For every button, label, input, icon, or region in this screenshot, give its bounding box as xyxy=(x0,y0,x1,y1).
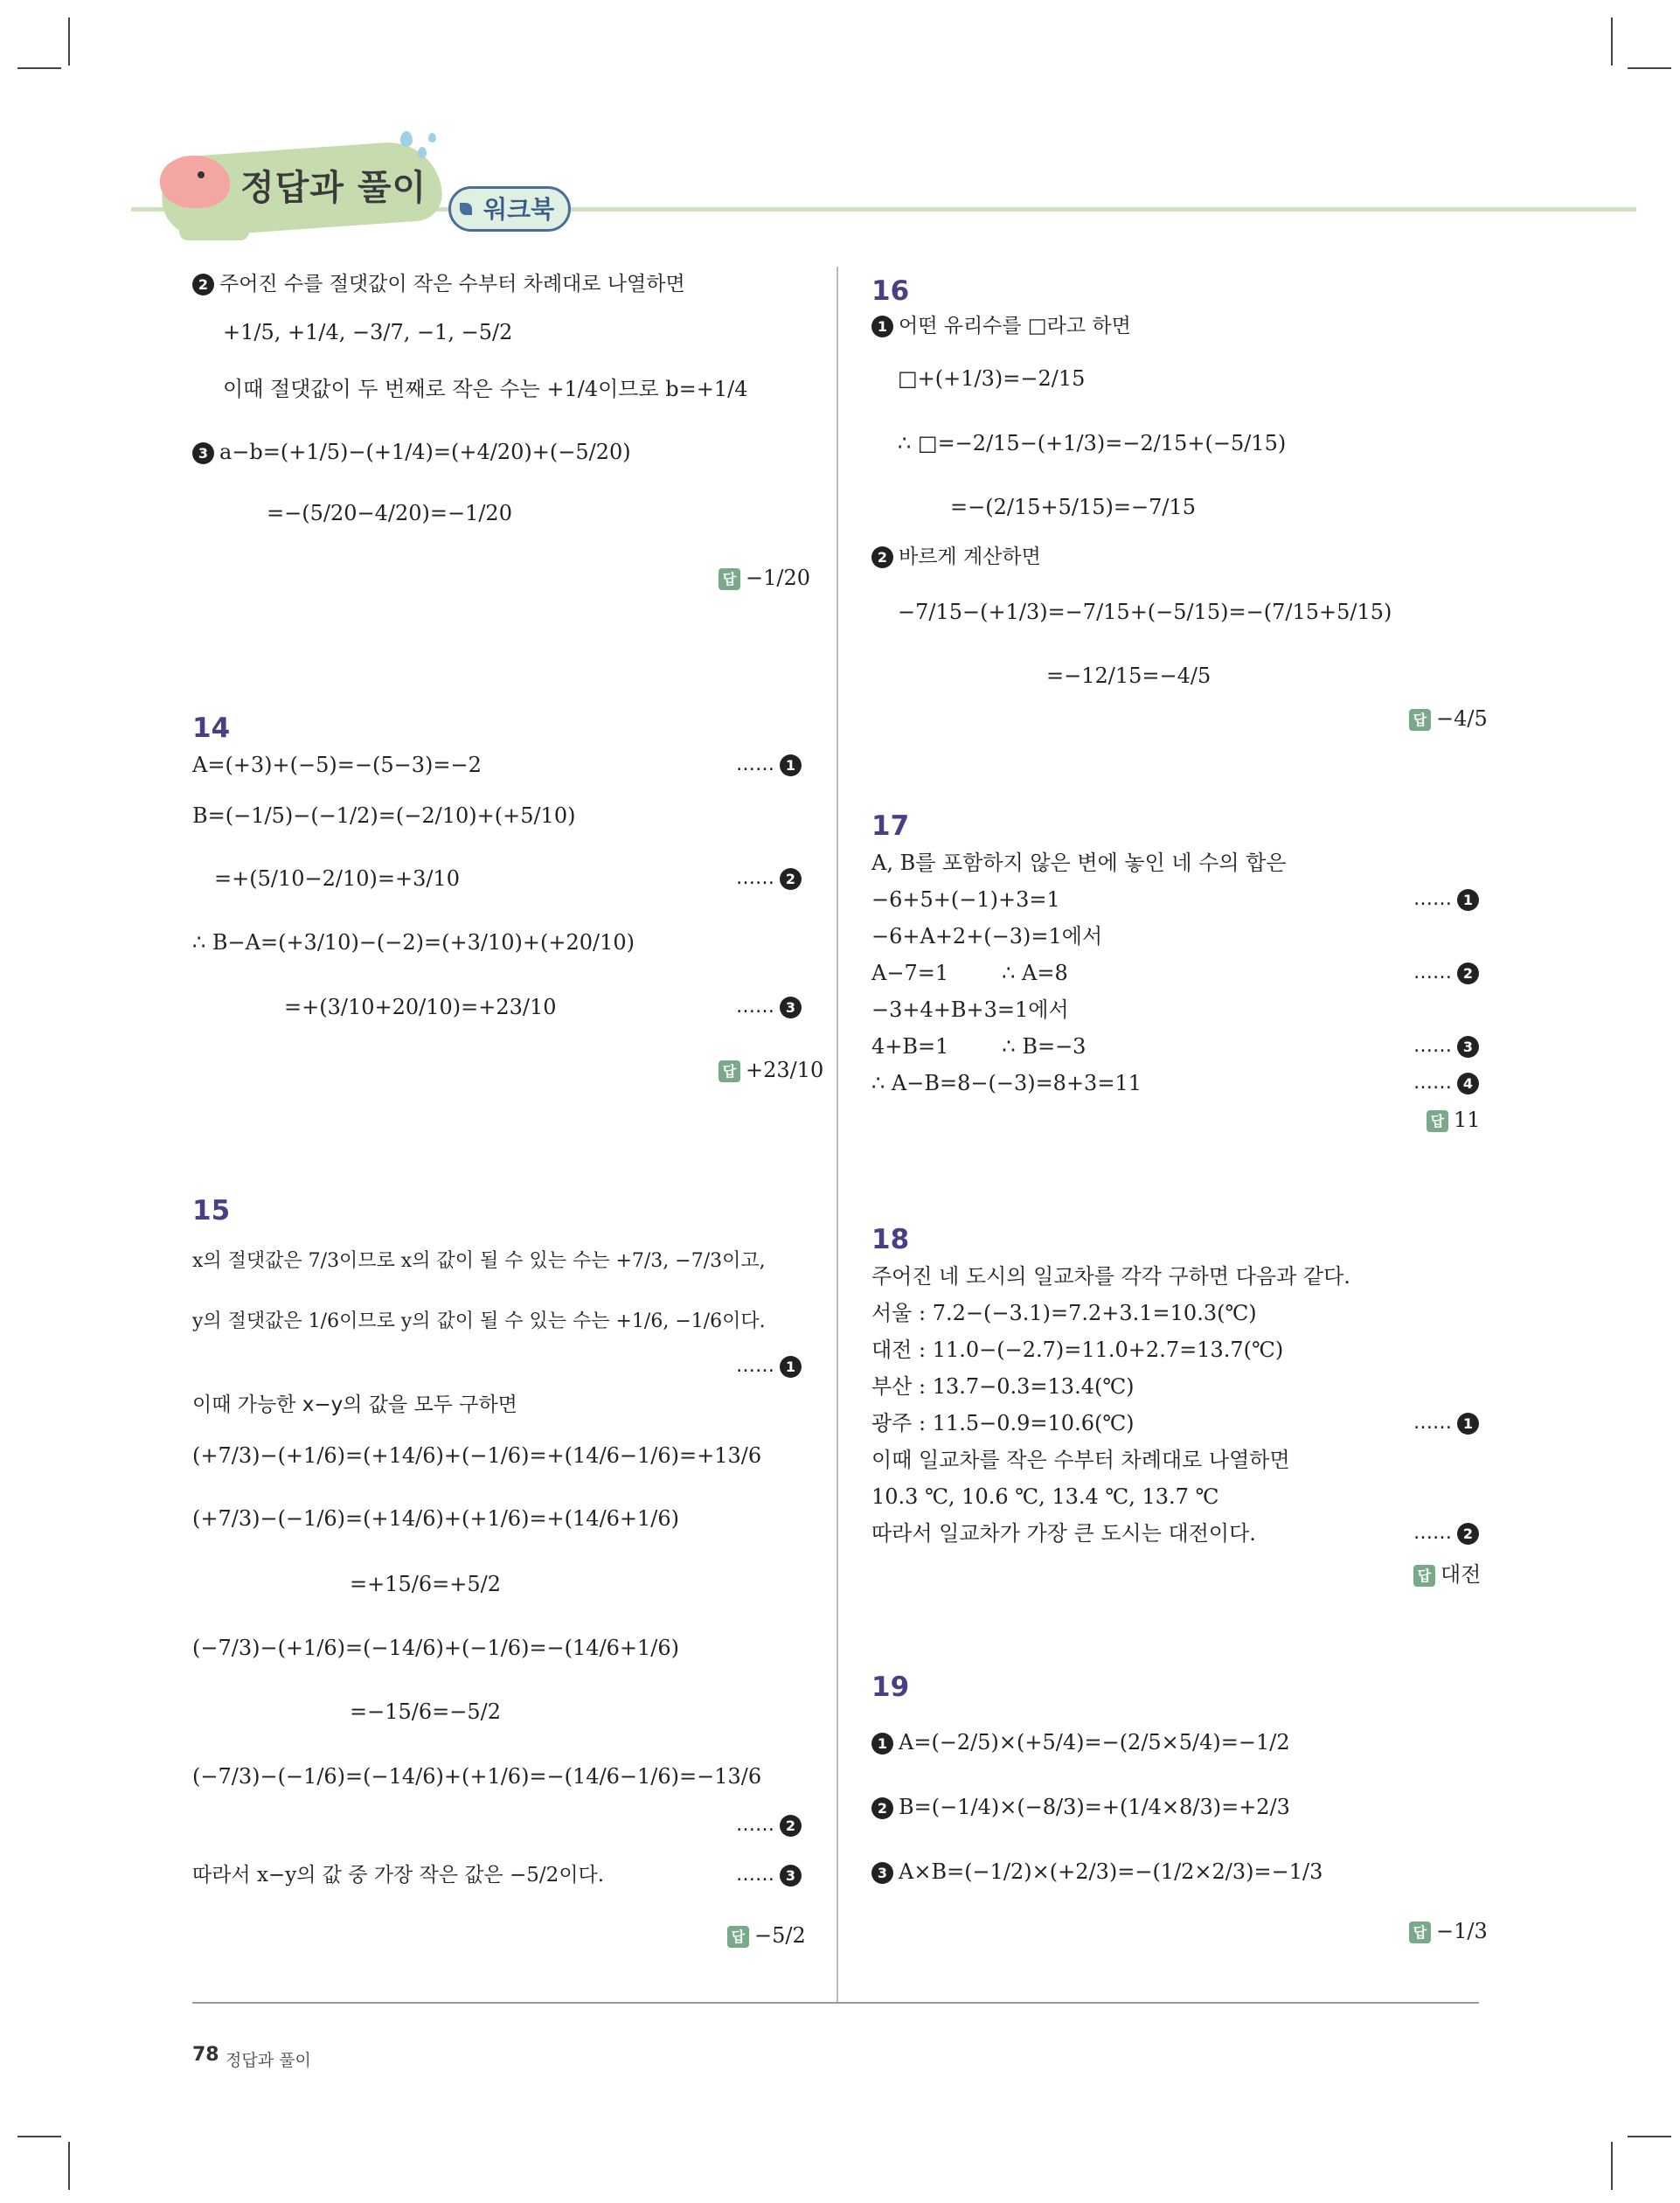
crop-mark xyxy=(17,67,61,69)
p18-line7: 10.3 ℃, 10.6 ℃, 13.4 ℃, 13.7 ℃ xyxy=(871,1484,1219,1509)
crop-mark xyxy=(1628,67,1671,69)
p13-answer: 답 −1/20 xyxy=(719,566,810,590)
p18-line6: 이때 일교차를 작은 수부터 차례대로 나열하면 xyxy=(871,1448,1290,1472)
footer-label: 정답과 풀이 xyxy=(226,2051,311,2070)
step-marker-2: …… 2 xyxy=(736,1814,802,1837)
p18-line8: 따라서 일교차가 가장 큰 도시는 대전이다. xyxy=(871,1521,1256,1546)
step-marker-1: …… 1 xyxy=(736,754,802,776)
problem-number-18: 18 xyxy=(871,1224,910,1255)
water-drop-icon xyxy=(400,131,413,147)
step-marker-2: …… 2 xyxy=(1413,1522,1479,1545)
water-drop-icon xyxy=(418,147,427,158)
p15-line1: x의 절댓값은 7/3이므로 x의 값이 될 수 있는 수는 +7/3, −7/3이고, xyxy=(192,1250,766,1272)
p15-line8: =−15/6=−5/2 xyxy=(350,1699,501,1724)
step-marker-2: …… 2 xyxy=(736,867,802,890)
p13-second: 이때 절댓값이 두 번째로 작은 수는 +1/4이므로 b=+1/4 xyxy=(223,377,748,401)
crop-mark xyxy=(1628,2136,1671,2137)
step-marker-2: 2 xyxy=(871,546,893,568)
p17-line1: A, B를 포함하지 않은 변에 놓인 네 수의 합은 xyxy=(871,851,1287,875)
p17-answer: 답 11 xyxy=(1427,1108,1481,1132)
p13-list: +1/5, +1/4, −3/7, −1, −5/2 xyxy=(223,320,513,344)
p19-line2: 2 B=(−1/4)×(−8/3)=+(1/4×8/3)=+2/3 xyxy=(871,1794,1290,1820)
p15-line10: 따라서 x−y의 값 중 가장 작은 값은 −5/2이다. xyxy=(192,1864,605,1887)
p16-line3: ∴ □=−2/15−(+1/3)=−2/15+(−5/15) xyxy=(898,431,1287,455)
step-marker-3: …… 3 xyxy=(736,996,802,1018)
problem-number-16: 16 xyxy=(871,275,910,307)
p15-line6: =+15/6=+5/2 xyxy=(350,1572,501,1596)
crop-mark xyxy=(1611,17,1613,66)
p16-line7: =−12/15=−4/5 xyxy=(1046,664,1211,688)
p17-line5: −3+4+B+3=1에서 xyxy=(871,997,1069,1022)
step-marker-1: 1 xyxy=(871,316,893,337)
step-marker-1: …… 1 xyxy=(736,1355,802,1378)
p17-line6: 4+B=1 ∴ B=−3 xyxy=(871,1034,1086,1059)
p18-line1: 주어진 네 도시의 일교차를 각각 구하면 다음과 같다. xyxy=(871,1264,1350,1289)
p17-line2: −6+5+(−1)+3=1 xyxy=(871,887,1060,912)
p15-line2: y의 절댓값은 1/6이므로 y의 값이 될 수 있는 수는 +1/6, −1/6이다. xyxy=(192,1310,766,1332)
p14-answer: 답 +23/10 xyxy=(719,1058,823,1082)
column-divider xyxy=(837,267,838,2002)
footer-rule xyxy=(192,2002,1479,2004)
p15-line9: (−7/3)−(−1/6)=(−14/6)+(+1/6)=−(14/6−1/6)=−13/6 xyxy=(192,1764,762,1789)
step-marker-1: …… 1 xyxy=(1413,1412,1479,1435)
step-marker-3: 3 xyxy=(192,442,214,464)
crop-mark xyxy=(68,2142,70,2190)
p18-line2: 서울 : 7.2−(−3.1)=7.2+3.1=10.3(℃) xyxy=(871,1301,1257,1325)
workbook-tab-label: 워크북 xyxy=(483,195,555,224)
p17-line3: −6+A+2+(−3)=1에서 xyxy=(871,924,1103,949)
step-marker-3: …… 3 xyxy=(736,1864,802,1887)
p15-line4: (+7/3)−(+1/6)=(+14/6)+(−1/6)=+(14/6−1/6)=+13/6 xyxy=(192,1443,762,1468)
p13-result: =−(5/20−4/20)=−1/20 xyxy=(267,501,512,525)
step-marker-2: 2 xyxy=(192,274,214,295)
p19-answer: 답 −1/3 xyxy=(1409,1919,1488,1943)
problem-number-17: 17 xyxy=(871,810,910,842)
crop-mark xyxy=(68,17,70,66)
problem-number-19: 19 xyxy=(871,1671,910,1703)
p14-line3: =+(5/10−2/10)=+3/10 xyxy=(214,866,460,891)
p19-line3: 3 A×B=(−1/2)×(+2/3)=−(1/2×2/3)=−1/3 xyxy=(871,1859,1322,1885)
p14-line5: =+(3/10+20/10)=+23/10 xyxy=(284,995,557,1019)
p15-line5: (+7/3)−(−1/6)=(+14/6)+(+1/6)=+(14/6+1/6) xyxy=(192,1506,680,1531)
step-marker-3: 3 xyxy=(871,1862,893,1884)
p14-line4: ∴ B−A=(+3/10)−(−2)=(+3/10)+(+20/10) xyxy=(192,930,635,955)
step-marker-1: …… 1 xyxy=(1413,888,1479,911)
page-number: 78 xyxy=(192,2044,219,2066)
p15-answer: 답 −5/2 xyxy=(727,1923,806,1948)
p16-line2: □+(+1/3)=−2/15 xyxy=(898,366,1086,391)
p14-line2: B=(−1/5)−(−1/2)=(−2/10)+(+5/10) xyxy=(192,803,576,828)
p18-line3: 대전 : 11.0−(−2.7)=11.0+2.7=13.7(℃) xyxy=(871,1338,1284,1362)
p19-line1: 1 A=(−2/5)×(+5/4)=−(2/5×5/4)=−1/2 xyxy=(871,1729,1290,1755)
p17-line4: A−7=1 ∴ A=8 xyxy=(871,961,1068,985)
step-marker-4: …… 4 xyxy=(1413,1072,1479,1095)
p18-line4: 부산 : 13.7−0.3=13.4(℃) xyxy=(871,1374,1135,1399)
p14-line1: A=(+3)+(−5)=−(5−3)=−2 xyxy=(192,753,482,777)
p15-line7: (−7/3)−(+1/6)=(−14/6)+(−1/6)=−(14/6+1/6) xyxy=(192,1636,680,1660)
p13-step2: 2 주어진 수를 절댓값이 작은 수부터 차례대로 나열하면 xyxy=(192,271,685,297)
step-marker-2: 2 xyxy=(871,1797,893,1819)
problem-number-15: 15 xyxy=(192,1195,231,1227)
whale-icon xyxy=(160,156,230,208)
p16-line5: 2 바르게 계산하면 xyxy=(871,544,1041,570)
step-marker-1: 1 xyxy=(871,1733,893,1755)
leaf-icon xyxy=(460,203,472,215)
p16-line1: 1 어떤 유리수를 □라고 하면 xyxy=(871,313,1131,339)
p17-line7: ∴ A−B=8−(−3)=8+3=11 xyxy=(871,1071,1142,1095)
p18-line5: 광주 : 11.5−0.9=10.6(℃) xyxy=(871,1411,1135,1435)
p18-answer: 답 대전 xyxy=(1413,1557,1481,1588)
page-title: 정답과 풀이 xyxy=(240,168,427,208)
problem-number-14: 14 xyxy=(192,712,231,744)
crop-mark xyxy=(1611,2142,1613,2190)
p16-answer: 답 −4/5 xyxy=(1409,706,1488,731)
header-blob-tail xyxy=(179,223,249,240)
water-drop-icon xyxy=(428,133,436,142)
p15-line3: 이때 가능한 x−y의 값을 모두 구하면 xyxy=(192,1393,517,1416)
p13-step3: 3 a−b=(+1/5)−(+1/4)=(+4/20)+(−5/20) xyxy=(192,439,631,465)
step-marker-2: …… 2 xyxy=(1413,962,1479,984)
p16-line4: =−(2/15+5/15)=−7/15 xyxy=(950,495,1196,519)
crop-mark xyxy=(17,2136,61,2137)
whale-eye xyxy=(198,171,205,178)
step-marker-3: …… 3 xyxy=(1413,1035,1479,1058)
p16-line6: −7/15−(+1/3)=−7/15+(−5/15)=−(7/15+5/15) xyxy=(898,600,1392,624)
